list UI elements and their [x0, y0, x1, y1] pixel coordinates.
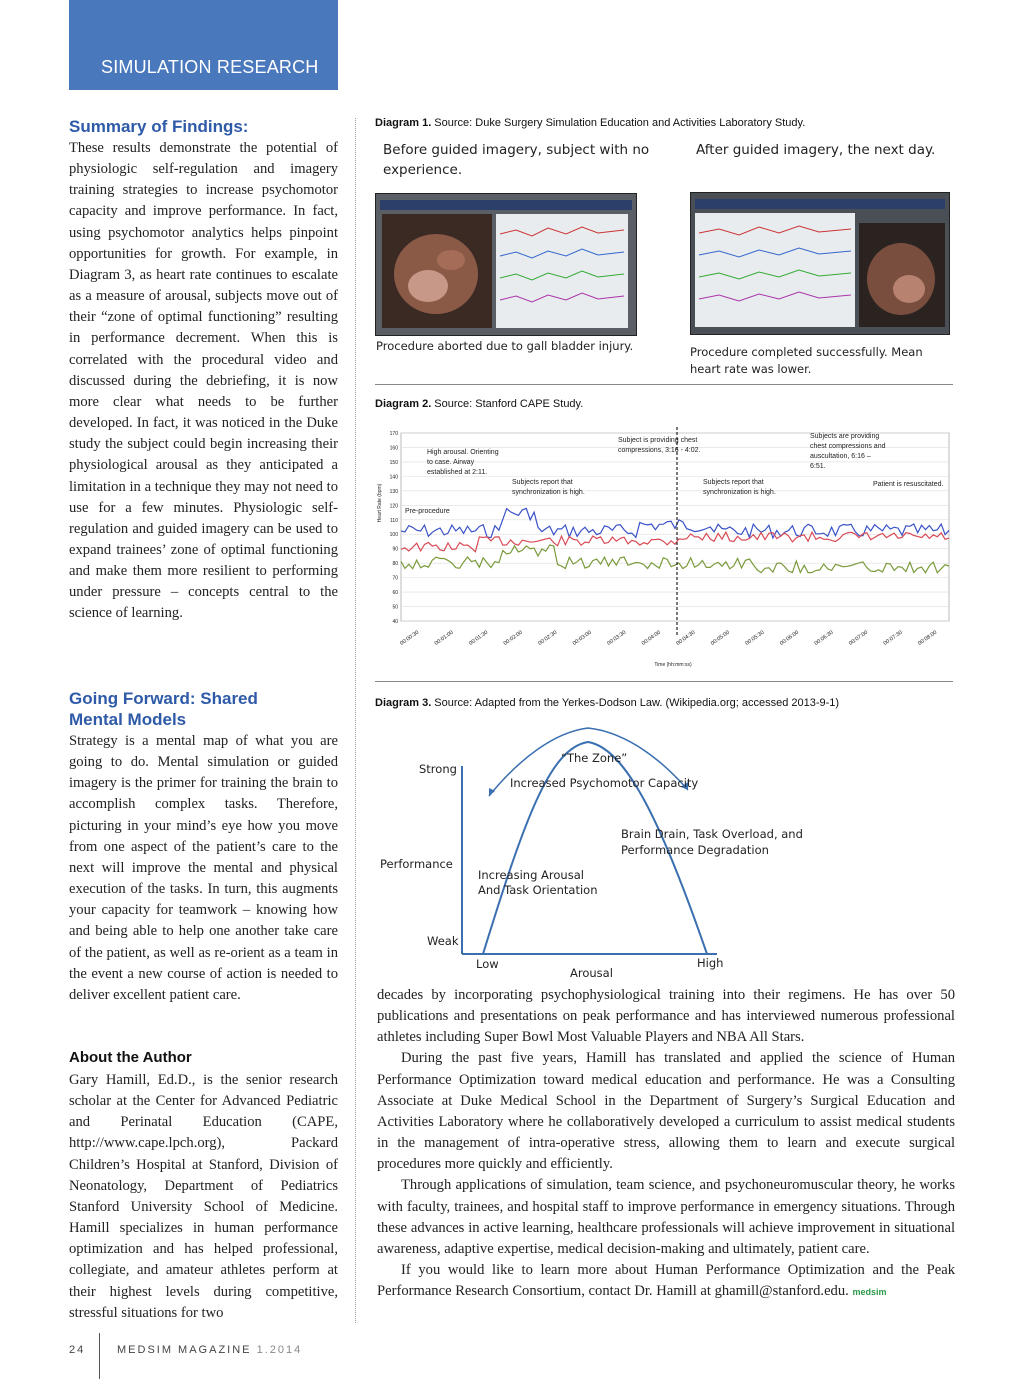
- y-tick-label: 90: [392, 546, 398, 553]
- y-tick-label: 130: [389, 488, 398, 495]
- magazine-name: MEDSIM MAGAZINE 1.2014: [117, 1344, 303, 1356]
- y-tick-label: 120: [389, 503, 398, 510]
- increased-capacity-label: Increased Psychomotor Capacity: [510, 776, 699, 790]
- section-banner: [69, 0, 338, 90]
- y-tick-label: 110: [390, 517, 398, 524]
- x-tick-label: 00:05:00: [709, 629, 731, 647]
- brain-drain-label-1: Brain Drain, Task Overload, and: [621, 827, 803, 841]
- x-tick-label: 00:05:30: [744, 629, 766, 647]
- y-tick-label: 100: [389, 532, 398, 539]
- x-tick-label: 00:03:00: [571, 629, 593, 647]
- heart-rate-chart: [375, 423, 955, 671]
- y-tick-label: 160: [389, 445, 398, 452]
- x-tick-label: 00:06:30: [813, 629, 835, 647]
- y-tick-label: 80: [392, 561, 398, 568]
- summary-heading: Summary of Findings:: [69, 117, 249, 136]
- after-photo: [690, 192, 950, 335]
- diagram-divider-2: [375, 681, 953, 682]
- x-tick-label: 00:01:30: [468, 629, 490, 647]
- medsim-logo: medsim: [852, 1287, 887, 1298]
- y-tick-label: 170: [389, 431, 398, 437]
- paragraph-4: If you would like to learn more about Human Performance Optimization and the Peak Performance Research Consortium, contact Dr. Hamill at ghamill@stanford.edu. medsim: [377, 1262, 955, 1300]
- x-tick-label: 00:00:30: [399, 629, 421, 647]
- high-label: High: [697, 956, 724, 970]
- x-tick-label: 00:03:30: [606, 629, 628, 647]
- y-tick-label: 50: [392, 604, 398, 611]
- y-tick-label: 150: [389, 459, 398, 466]
- diagram3-caption: Diagram 3. Source: Adapted from the Yerkes-Dodson Law. (Wikipedia.org; accessed 2013-9-1): [375, 697, 840, 709]
- annotation-sync-1a: Subjects report that: [512, 479, 573, 486]
- annotation-auscultation-3: auscultation, 6:16 –: [810, 453, 871, 460]
- annotation-sync-1b: synchronization is high.: [512, 489, 585, 496]
- yerkes-dodson-diagram: [375, 718, 955, 984]
- performance-label: Performance: [380, 857, 453, 871]
- diagram1-after-caption: Procedure completed successfully. Mean heart rate was lower.: [690, 345, 923, 376]
- x-tick-label: 00:01:00: [433, 629, 455, 647]
- annotation-sync-2a: Subjects report that: [703, 479, 764, 486]
- diagram1-before-caption: Procedure aborted due to gall bladder injury.: [376, 339, 634, 353]
- x-tick-label: 00:07:30: [882, 629, 904, 647]
- y-tick-label: 70: [392, 575, 398, 582]
- x-axis-label: Time (hh:mm:ss): [654, 662, 692, 668]
- diagram1-caption: Diagram 1. Source: Duke Surgery Simulation Education and Activities Laboratory Study.: [375, 117, 806, 129]
- going-forward-body: Strategy is a mental map of what you are going to do. Mental simulation or guided imagery is the primer for training the brain to accomplish complex tasks. Therefore, picturing in your mind’s eye how you move from one aspect of the patient’s care to the next will improve the mental and physical execution of the tasks. In turn, this augments your capacity for teamwork – knowing how and being able to help one another take care of the patient, as well as re-orient as a team in the event a new course of action is needed to deliver excellent patient care.: [69, 733, 338, 1003]
- section-title: SIMULATION RESEARCH: [101, 57, 319, 77]
- diagram2-caption: Diagram 2. Source: Stanford CAPE Study.: [375, 398, 584, 410]
- footer-divider: [99, 1333, 100, 1379]
- annotation-sync-2b: synchronization is high.: [703, 489, 776, 496]
- paragraph-1: decades by incorporating psychophysiological training into their regimens. He has over 50 publications and presentations on peak performance and has interviewed numerous professional athletes including Super Bowl Most Valuable Players and NBA All Stars.: [377, 987, 955, 1046]
- paragraph-2: During the past five years, Hamill has translated and applied the science of Human Performance Optimization toward medical education and performance. He was a Consulting Associate at Duke Medical School in the Department of Surgery’s Surgical Education and Activities Laboratory where he collaboratively developed a curriculum to assist medical students in the management of intra-operative stress, allowing them to learn and execute surgical procedures more quickly and efficiently.: [377, 1050, 955, 1173]
- page-number: 24: [69, 1344, 86, 1356]
- going-forward-heading: Going Forward: Shared Mental Models: [69, 689, 258, 729]
- annotation-high-arousal-3: established at 2:11.: [427, 469, 488, 476]
- x-tick-label: 00:04:00: [640, 629, 662, 647]
- x-tick-label: 00:02:30: [537, 629, 559, 647]
- arousal-label: Arousal: [570, 966, 613, 980]
- diagram-divider-1: [375, 384, 953, 385]
- x-tick-label: 00:02:00: [502, 629, 524, 647]
- annotation-compressions-2: compressions, 3:16 - 4:02.: [618, 447, 701, 454]
- annotation-auscultation-2: chest compressions and: [810, 443, 886, 450]
- about-heading: About the Author: [69, 1049, 192, 1066]
- zone-label: “The Zone”: [561, 751, 628, 765]
- y-tick-label: 60: [392, 590, 398, 597]
- strong-label: Strong: [419, 762, 457, 776]
- x-tick-label: 00:06:00: [779, 629, 801, 647]
- x-tick-label: 00:04:30: [675, 629, 697, 647]
- author-continued-text: [377, 985, 955, 1303]
- paragraph-3: Through applications of simulation, team science, and psychoneuromuscular theory, he works with faculty, trainees, and hospital staff to improve performance in emergency situations. Through these advances in active learning, healthcare professionals will achieve improvement in situational awareness, adaptive expertise, medical decision-making and ultimately, patient care.: [377, 1177, 955, 1257]
- annotation-compressions-1: Subject is providing chest: [618, 437, 698, 444]
- brain-drain-label-2: Performance Degradation: [621, 843, 769, 857]
- annotation-pre-procedure: Pre-procedure: [405, 508, 450, 515]
- y-axis-label: Heart Rate (bpm): [377, 483, 383, 523]
- annotation-resuscitated: Patient is resuscitated.: [873, 481, 944, 488]
- about-body: Gary Hamill, Ed.D., is the senior research scholar at the Center for Advanced Pediatric and Perinatal Education (CAPE, http://www.cape.lpch.org), Packard Children’s Hospital at Stanford, Division of Neonatology, Department of Pediatrics Stanford University School of Medicine. Hamill specializes in human performance optimization and has helped professional, collegiate, and amateur athletes perform at their highest levels during competitive, stressful situations for two: [69, 1072, 338, 1321]
- increasing-arousal-label-1: Increasing Arousal: [478, 868, 584, 882]
- column-divider: [355, 118, 356, 1323]
- low-label: Low: [476, 957, 499, 971]
- diagram1-after-title: After guided imagery, the next day.: [696, 142, 936, 158]
- y-tick-label: 40: [392, 619, 398, 625]
- annotation-auscultation-4: 6:51.: [810, 463, 826, 470]
- annotation-high-arousal-2: to case. Airway: [427, 459, 475, 466]
- summary-body: These results demonstrate the potential of physiologic self-regulation and imagery training strategies to increase psychomotor capacity and improve performance. In fact, using psychomotor analytics helps pinpoint opportunities for growth. For example, in Diagram 3, as heart rate continues to escalate as a measure of arousal, subjects move out of their “zone of optimal functioning” resulting in performance decrement. When this is correlated with the procedural video and discussed during the debriefing, it is now more clear what needs to be further developed. In fact, it was noticed in the Duke study the subject could begin increasing their physiological arousal as they anticipated a limitation in a technique they may not need to use for a few minutes. Physiologic self-regulation and guided imagery can be used to expand trainees’ zone of optimal functioning and make them more resilient to performing under pressure – concepts central to the science of learning.: [69, 140, 338, 622]
- diagram1-before-title: Before guided imagery, subject with no experience.: [383, 142, 650, 178]
- before-photo: [375, 193, 637, 336]
- x-tick-label: 00:08:00: [917, 629, 939, 647]
- annotation-high-arousal-1: High arousal. Orienting: [427, 449, 499, 456]
- increasing-arousal-label-2: And Task Orientation: [478, 883, 598, 897]
- x-tick-label: 00:07:00: [848, 629, 870, 647]
- y-tick-label: 140: [389, 474, 398, 481]
- weak-label: Weak: [427, 934, 459, 948]
- annotation-auscultation-1: Subjects are providing: [810, 433, 880, 440]
